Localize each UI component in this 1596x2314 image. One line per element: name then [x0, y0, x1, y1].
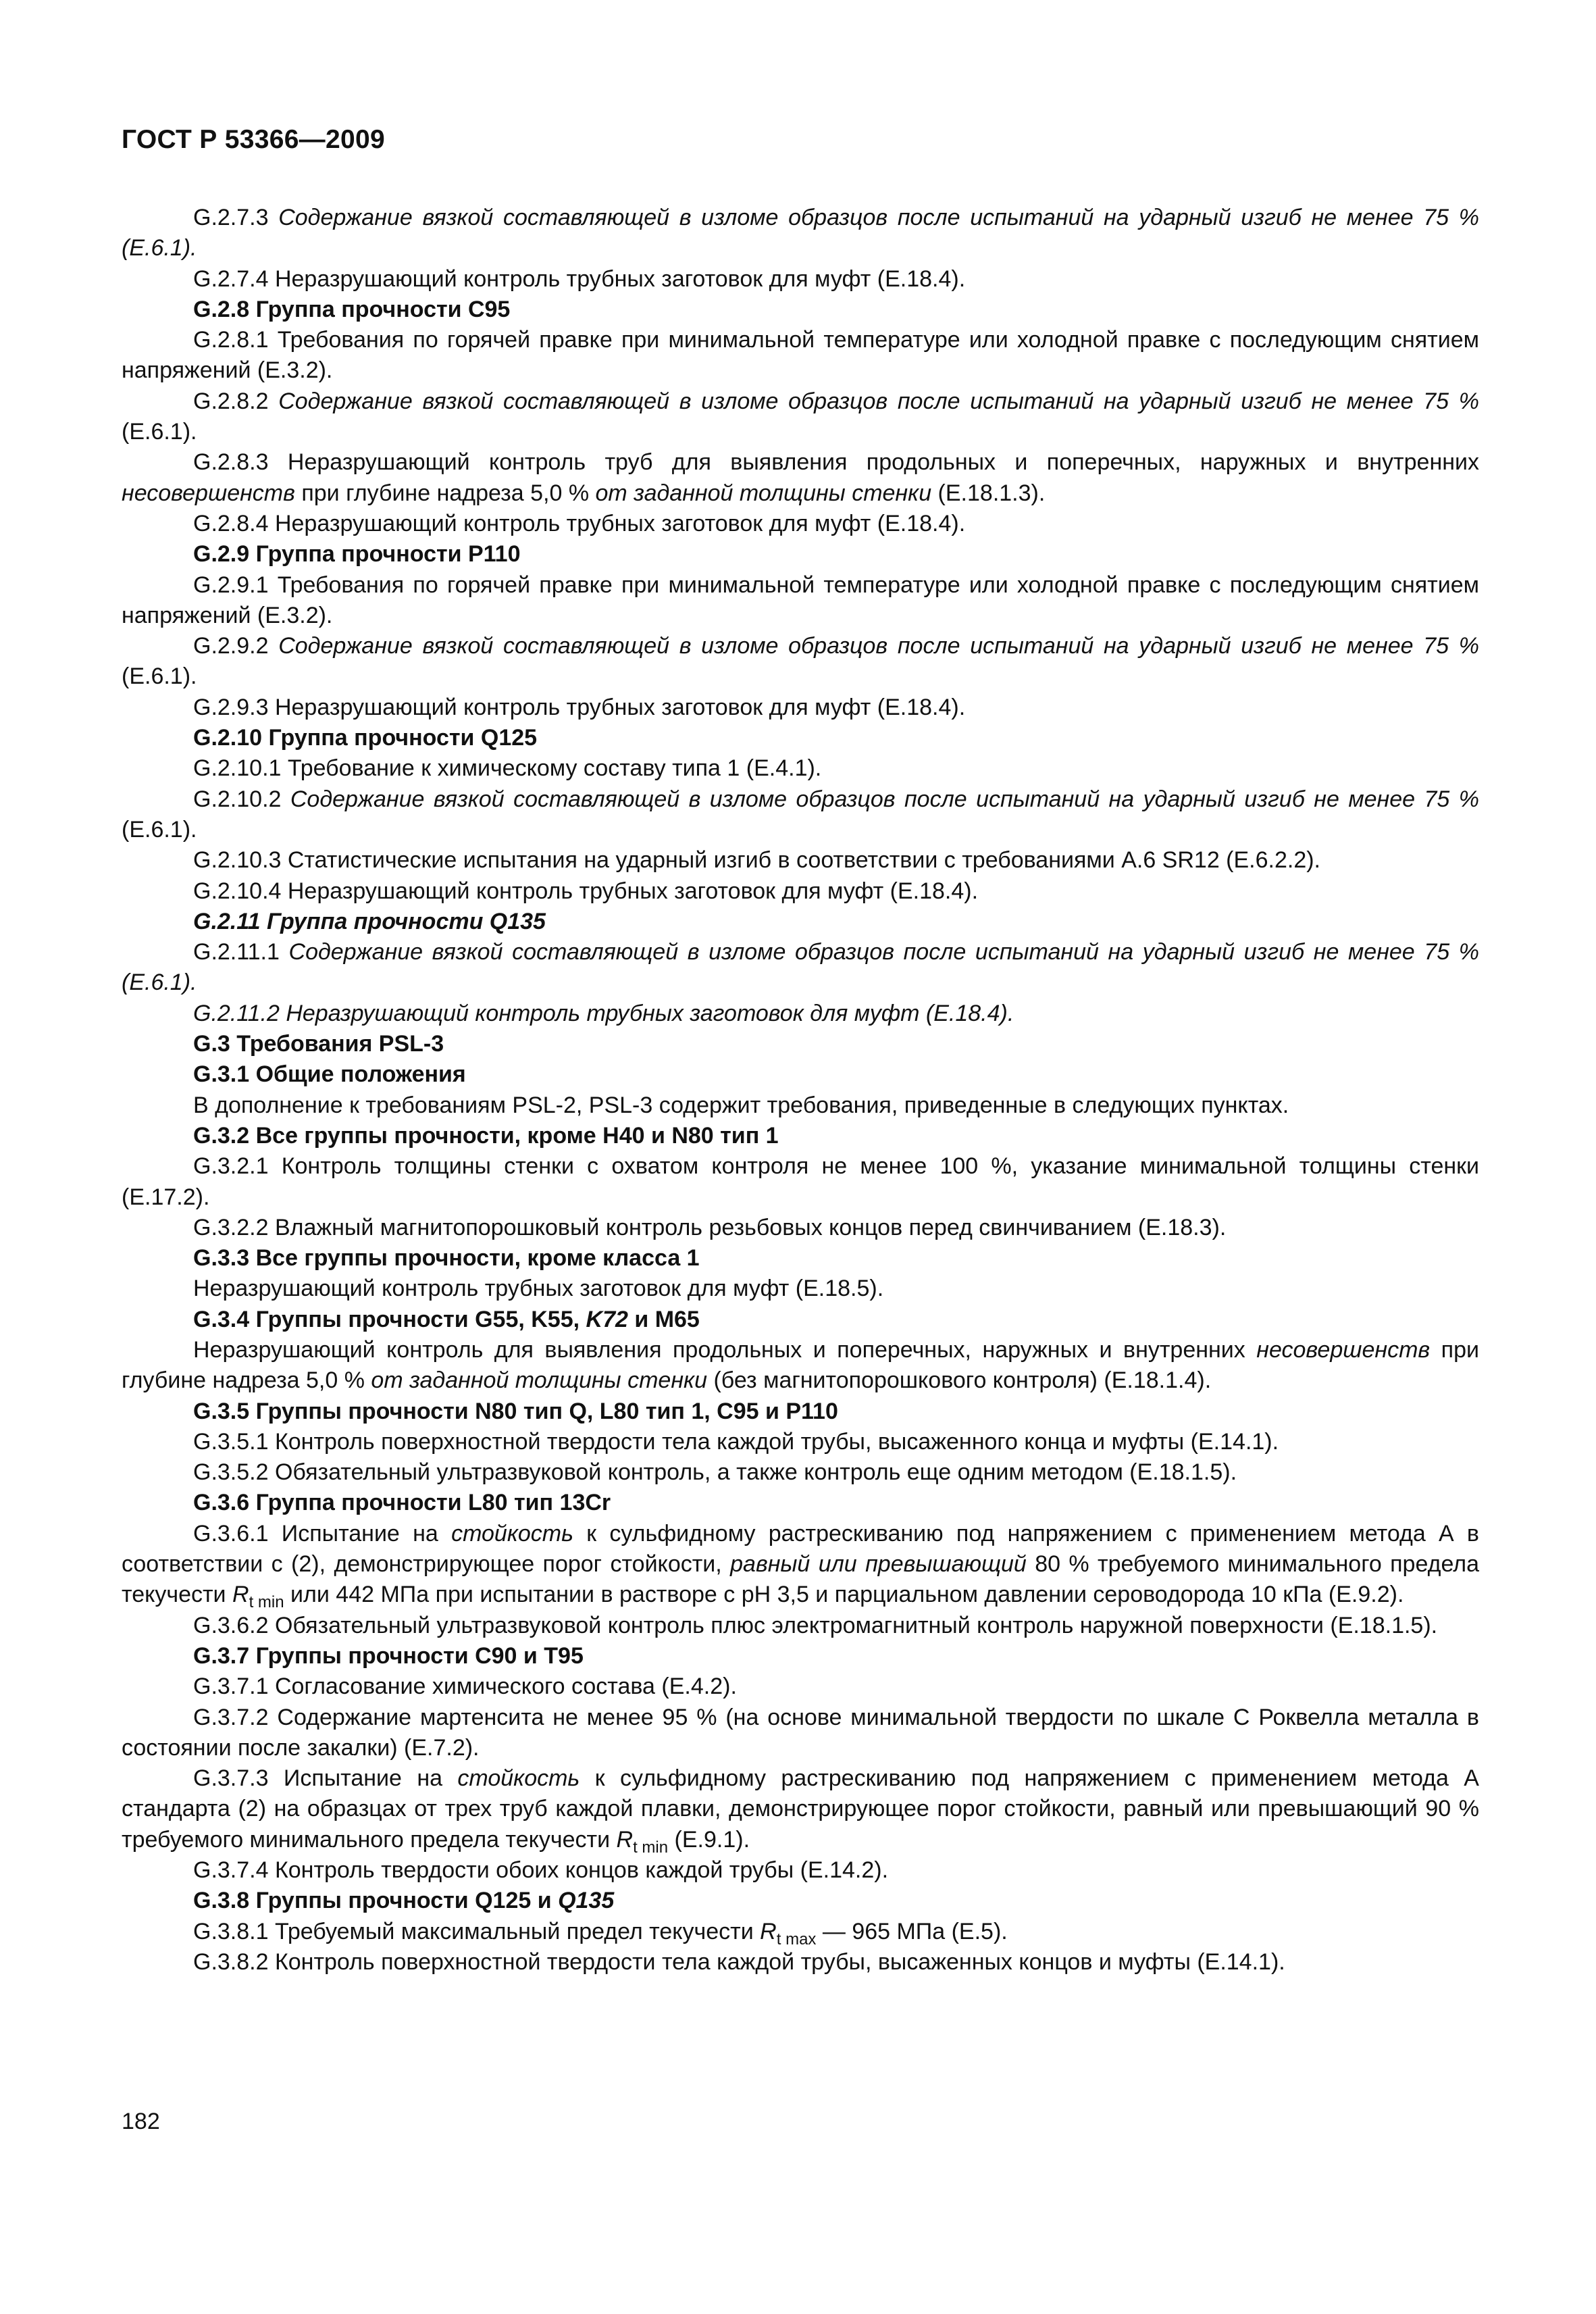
paragraph: G.3.8.1 Требуемый максимальный предел текучести $R_{t max}$ — 965 МПа (Е.5). [193, 1918, 1008, 1948]
paragraph: G.3.5.2 Обязательный ультразвуковой контроль, а также контроль еще одним методом (Е.18.1.5). [193, 1459, 1237, 1486]
paragraph: G.3.7.3 Испытание на стойкость к сульфидному растрескиванию под напряжением с применением метода А стандарта (2) на образцах от трех труб каждой плавки, демонстрирующее порог стойкости, равный или превышающий 90 % требуемого минимального предела текучести $R_{t min}$ (Е.9.1). [122, 1765, 1479, 1857]
paragraph: G.3.8.2 Контроль поверхностной твердости тела каждой трубы, высаженных концов и муфты (Е.14.1). [193, 1948, 1285, 1975]
paragraph: G.2.8.3 Неразрушающий контроль труб для выявления продольных и поперечных, наружных и внутренних несовершенств при глубине надреза 5,0 % от заданной толщины стенки (Е.18.1.3). [122, 449, 1479, 506]
paragraph: Неразрушающий контроль трубных заготовок для муфт (Е.18.5). [193, 1276, 884, 1302]
section-heading: G.3.8 Группы прочности Q125 и Q135 [193, 1888, 615, 1914]
paragraph: G.2.8.4 Неразрушающий контроль трубных заготовок для муфт (Е.18.4). [193, 510, 966, 536]
paragraph: G.2.10.1 Требование к химическому составу типа 1 (Е.4.1). [193, 755, 822, 782]
paragraph: G.2.7.4 Неразрушающий контроль трубных заготовок для муфт (Е.18.4). [193, 266, 966, 292]
section-heading: G.3.7 Группы прочности С90 и Т95 [193, 1642, 584, 1669]
section-heading: G.2.8 Группа прочности С95 [193, 296, 511, 322]
paragraph: G.2.9.2 Содержание вязкой составляющей в изломе образцов после испытаний на ударный изгиб не менее 75 % (Е.6.1). [122, 633, 1479, 690]
section-heading: G.3.5 Группы прочности N80 тип Q, L80 тип 1, С95 и Р110 [193, 1398, 838, 1424]
section-heading: G.3.3 Все группы прочности, кроме класса 1 [193, 1245, 700, 1272]
section-heading: G.3.4 Группы прочности G55, K55, K72 и M65 [193, 1306, 700, 1332]
paragraph: G.2.10.4 Неразрушающий контроль трубных заготовок для муфт (Е.18.4). [193, 878, 979, 904]
section-heading: G.2.9 Группа прочности Р110 [193, 541, 521, 568]
paragraph: G.3.2.2 Влажный магнитопорошковый контроль резьбовых концов перед свинчиванием (Е.18.3). [193, 1214, 1227, 1240]
paragraph: G.2.11.2 Неразрушающий контроль трубных заготовок для муфт (Е.18.4). [193, 1000, 1014, 1026]
paragraph: G.2.11.1 Содержание вязкой составляющей в изломе образцов после испытаний на ударный изгиб не менее 75 % (Е.6.1). [122, 939, 1479, 996]
document-body [122, 203, 1479, 1978]
paragraph: G.3.2.1 Контроль толщины стенки с охватом контроля не менее 100 %, указание минимальной толщины стенки (Е.17.2). [122, 1153, 1479, 1210]
paragraph: G.3.5.1 Контроль поверхностной твердости тела каждой трубы, высаженного конца и муфты (Е.14.1). [193, 1428, 1279, 1455]
section-heading: G.3.1 Общие положения [193, 1061, 466, 1088]
document-code: ГОСТ Р 53366—2009 [122, 125, 385, 154]
paragraph: G.3.7.2 Содержание мартенсита не менее 95 % (на основе минимальной твердости по шкале С Роквелла металла в состоянии после закалки) (Е.7.2). [122, 1704, 1479, 1761]
section-heading: G.2.10 Группа прочности Q125 [193, 725, 538, 751]
section-heading: G.2.11 Группа прочности Q135 [193, 908, 546, 934]
section-heading: G.3.6 Группа прочности L80 тип 13Cr [193, 1490, 611, 1516]
paragraph: G.3.6.1 Испытание на стойкость к сульфидному растрескиванию под напряжением с применением метода А в соответствии с (2), демонстрирующее порог стойкости, равный или превышающий 80 % требуемого минимального предела текучести $R_{t min}$ или 442 МПа при испытании в растворе с pH 3,5 и парциальном давлении сероводорода 10 кПа (Е.9.2). [122, 1520, 1479, 1612]
page-number: 182 [122, 2109, 160, 2134]
paragraph: G.2.8.1 Требования по горячей правке при минимальной температуре или холодной правке с последующим снятием напряжений (Е.3.2). [122, 327, 1479, 384]
paragraph: G.3.7.1 Согласование химического состава (Е.4.2). [193, 1674, 737, 1700]
paragraph: Неразрушающий контроль для выявления продольных и поперечных, наружных и внутренних несовершенств при глубине надреза 5,0 % от заданной толщины стенки (без магнитопорошкового контроля) (Е.18.1.4). [122, 1336, 1479, 1394]
section-heading: G.3 Требования PSL-3 [193, 1031, 444, 1057]
paragraph: G.2.10.3 Статистические испытания на ударный изгиб в соответствии с требованиями А.6 SR12 (Е.6.2.2). [193, 847, 1321, 874]
paragraph: G.2.9.1 Требования по горячей правке при минимальной температуре или холодной правке с последующим снятием напряжений (Е.3.2). [122, 572, 1479, 628]
paragraph: В дополнение к требованиям PSL-2, PSL-3 содержит требования, приведенные в следующих пунктах. [193, 1092, 1289, 1118]
paragraph: G.3.7.4 Контроль твердости обоих концов каждой трубы (Е.14.2). [193, 1857, 889, 1884]
section-heading: G.3.2 Все группы прочности, кроме Н40 и N80 тип 1 [193, 1122, 779, 1149]
paragraph: G.2.7.3 Содержание вязкой составляющей в изломе образцов после испытаний на ударный изгиб не менее 75 % (Е.6.1). [122, 205, 1479, 261]
paragraph: G.2.9.3 Неразрушающий контроль трубных заготовок для муфт (Е.18.4). [193, 694, 966, 720]
paragraph: G.3.6.2 Обязательный ультразвуковой контроль плюс электромагнитный контроль наружной поверхности (Е.18.1.5). [193, 1612, 1438, 1638]
paragraph: G.2.10.2 Содержание вязкой составляющей в изломе образцов после испытаний на ударный изгиб не менее 75 % (Е.6.1). [122, 786, 1480, 842]
paragraph: G.2.8.2 Содержание вязкой составляющей в изломе образцов после испытаний на ударный изгиб не менее 75 % (Е.6.1). [122, 388, 1479, 445]
